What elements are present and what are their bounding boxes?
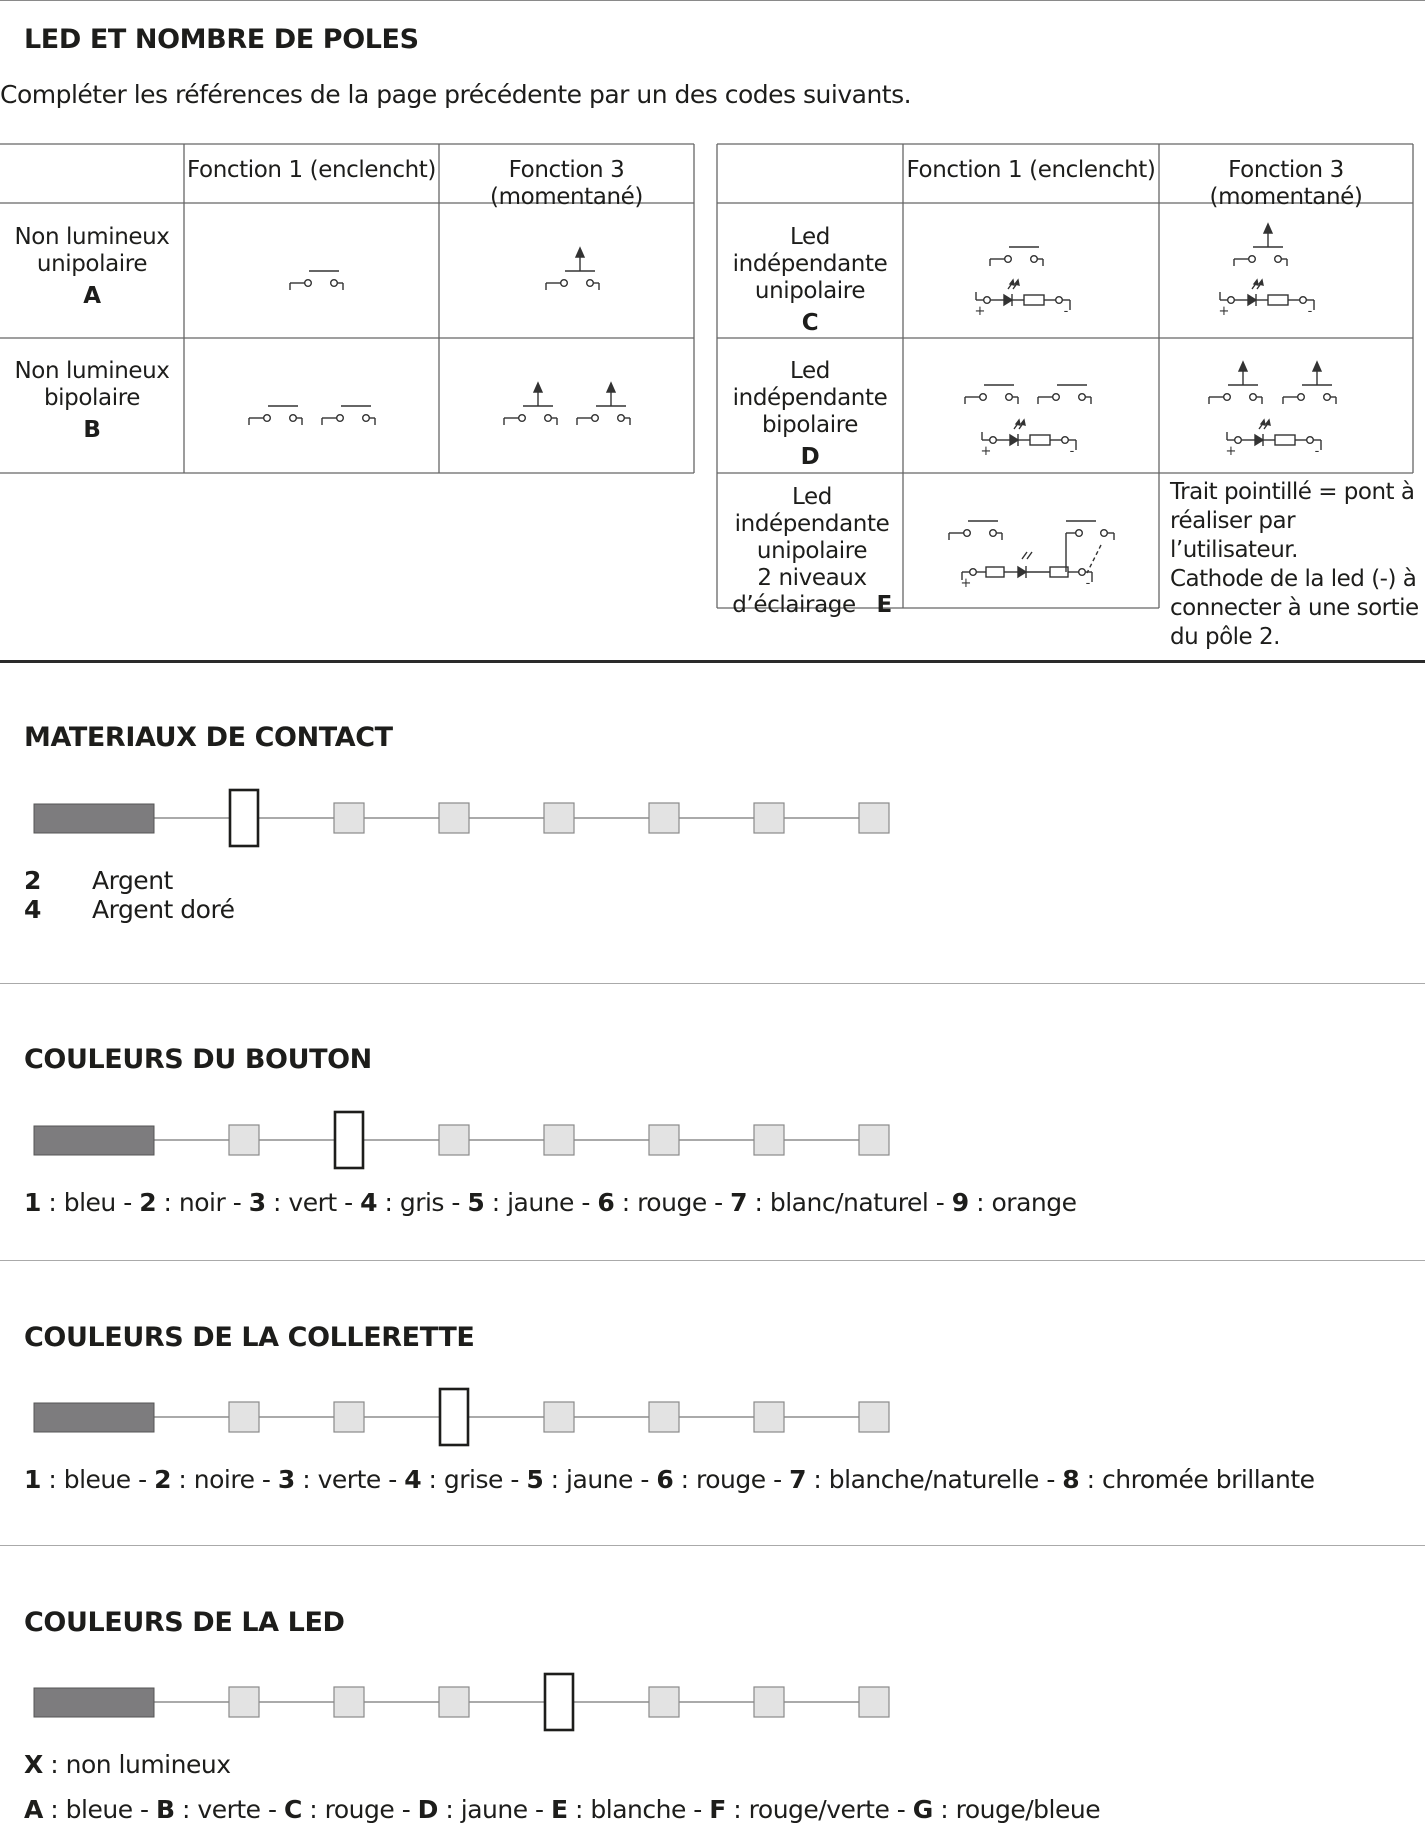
led-code-g: G (912, 1795, 933, 1824)
row-a-line2: unipolaire (36, 251, 148, 277)
bouton-label-3: : vert - (265, 1188, 361, 1217)
intro-text: Compléter les références de la page précédente par un des codes suivants. (0, 80, 912, 109)
row-e-line2: unipolaire (756, 538, 868, 564)
collerette-label-7: : blanche/naturelle - (805, 1465, 1063, 1494)
track-active-slot (545, 1674, 573, 1730)
plus-sign: + (1225, 444, 1237, 459)
plus-sign: + (960, 576, 972, 591)
row-b-line2: bipolaire (43, 385, 141, 411)
note-line-5: du pôle 2. (1170, 624, 1280, 650)
note-line-2: réaliser par l’utilisateur. (1170, 508, 1298, 563)
led-code-d: D (417, 1795, 438, 1824)
track-slot (334, 803, 364, 833)
row-d-line1: Led indépendante (732, 358, 888, 411)
track-slot (544, 1125, 574, 1155)
switch-schematics (0, 0, 1425, 640)
minus-sign: - (1085, 576, 1091, 591)
collerette-legend (24, 1465, 1315, 1494)
contact-label-argent: Argent (92, 866, 173, 895)
track-slot (544, 1402, 574, 1432)
section-divider (0, 1545, 1425, 1546)
collerette-code-5: 5 (526, 1465, 544, 1494)
contact-label-argent-dore: Argent doré (92, 895, 235, 924)
led-label-x: : non lumineux (42, 1750, 231, 1779)
section-title-contact: MATERIAUX DE CONTACT (24, 722, 393, 753)
contact-legend (24, 866, 235, 924)
minus-sign: - (1069, 444, 1075, 459)
track-base-bar (34, 804, 154, 833)
right-header-fonction3: Fonction 3 (momentané) (1209, 157, 1363, 210)
bouton-legend (24, 1188, 1077, 1217)
track-slot (859, 1402, 889, 1432)
track-slot (859, 803, 889, 833)
led-code-c: C (283, 1795, 302, 1824)
collerette-label-4: : grise - (421, 1465, 527, 1494)
row-e-line1: Led indépendante (734, 484, 890, 537)
section-divider-thick (0, 660, 1425, 663)
row-d-line2: bipolaire (761, 412, 859, 438)
bouton-code-3: 3 (248, 1188, 266, 1217)
section-title-led-poles: LED ET NOMBRE DE POLES (24, 24, 419, 55)
minus-sign: - (1307, 304, 1313, 319)
plus-sign: + (974, 304, 986, 319)
collerette-label-3: : verte - (294, 1465, 405, 1494)
reference-track-bouton (0, 1102, 900, 1172)
bouton-code-2: 2 (139, 1188, 157, 1217)
track-slot (649, 803, 679, 833)
track-slot (229, 1687, 259, 1717)
row-c-line2: unipolaire (754, 278, 866, 304)
bouton-code-1: 1 (24, 1188, 41, 1217)
bouton-label-2: : noir - (156, 1188, 249, 1217)
minus-sign: - (1314, 444, 1320, 459)
bouton-code-4: 4 (360, 1188, 378, 1217)
bouton-label-9: : orange (968, 1188, 1077, 1217)
collerette-code-1: 1 (24, 1465, 41, 1494)
section-title-bouton: COULEURS DU BOUTON (24, 1044, 372, 1075)
code-b: B (83, 417, 101, 443)
left-header-fonction3: Fonction 3 (momentané) (490, 157, 643, 210)
led-code-e: E (551, 1795, 568, 1824)
track-slot (544, 803, 574, 833)
led-code-b: B (156, 1795, 175, 1824)
track-active-slot (335, 1112, 363, 1168)
led-label-a: : bleue - (42, 1795, 157, 1824)
code-c: C (801, 310, 819, 336)
track-slot (649, 1125, 679, 1155)
led-legend-line1 (24, 1750, 230, 1779)
section-divider (0, 1260, 1425, 1261)
contact-code-2: 2 (24, 866, 41, 895)
track-slot (649, 1687, 679, 1717)
bouton-code-9: 9 (951, 1188, 969, 1217)
plus-sign: + (1218, 304, 1230, 319)
track-base-bar (34, 1126, 154, 1155)
bouton-label-4: : gris - (377, 1188, 468, 1217)
track-slot (859, 1687, 889, 1717)
plus-sign: + (980, 444, 992, 459)
led-label-b: : verte - (174, 1795, 284, 1824)
reference-track-led (0, 1664, 900, 1734)
track-slot (229, 1402, 259, 1432)
row-b-line1: Non lumineux (14, 358, 170, 384)
track-slot (334, 1687, 364, 1717)
bouton-code-6: 6 (597, 1188, 615, 1217)
collerette-code-6: 6 (656, 1465, 674, 1494)
section-divider (0, 983, 1425, 984)
code-e: E (876, 592, 892, 618)
collerette-code-4: 4 (404, 1465, 422, 1494)
track-base-bar (34, 1688, 154, 1717)
collerette-label-2: : noire - (170, 1465, 278, 1494)
note-line-3: Cathode de la led (-) à (1170, 566, 1417, 592)
led-label-c: : rouge - (301, 1795, 418, 1824)
section-title-led: COULEURS DE LA LED (24, 1607, 345, 1638)
code-d: D (800, 444, 820, 470)
track-active-slot (440, 1389, 468, 1445)
track-slot (754, 1402, 784, 1432)
collerette-label-1: : bleue - (40, 1465, 155, 1494)
led-code-f: F (709, 1795, 726, 1824)
bouton-label-1: : bleu - (40, 1188, 140, 1217)
track-slot (334, 1402, 364, 1432)
reference-track-collerette (0, 1379, 900, 1449)
bouton-label-7: : blanc/naturel - (747, 1188, 952, 1217)
led-label-e: : blanche - (567, 1795, 710, 1824)
bouton-code-5: 5 (467, 1188, 485, 1217)
track-slot (649, 1402, 679, 1432)
row-e-line4: d’éclairage (732, 592, 856, 618)
reference-track-contact (0, 780, 900, 850)
minus-sign: - (1063, 304, 1069, 319)
row-a-line1: Non lumineux (14, 224, 170, 250)
note-line-1: Trait pointillé = pont à (1170, 479, 1415, 505)
track-slot (229, 1125, 259, 1155)
bouton-code-7: 7 (730, 1188, 748, 1217)
collerette-code-7: 7 (789, 1465, 806, 1494)
collerette-code-3: 3 (277, 1465, 295, 1494)
code-a: A (83, 283, 101, 309)
track-slot (439, 1687, 469, 1717)
section-title-collerette: COULEURS DE LA COLLERETTE (24, 1322, 475, 1353)
right-header-fonction1: Fonction 1 (enclencht) (906, 157, 1156, 183)
collerette-code-8: 8 (1062, 1465, 1080, 1494)
track-slot (754, 1125, 784, 1155)
note-line-4: connecter à une sortie (1170, 595, 1419, 621)
bouton-label-6: : rouge - (614, 1188, 731, 1217)
led-legend-line2 (24, 1795, 1100, 1824)
track-slot (754, 803, 784, 833)
track-slot (859, 1125, 889, 1155)
led-label-g: : rouge/bleue (932, 1795, 1101, 1824)
row-c-line1: Led indépendante (732, 224, 888, 277)
track-slot (754, 1687, 784, 1717)
row-e-line3: 2 niveaux (757, 565, 867, 591)
track-base-bar (34, 1403, 154, 1432)
led-code-a: A (24, 1795, 43, 1824)
led-label-d: : jaune - (437, 1795, 552, 1824)
bouton-label-5: : jaune - (484, 1188, 598, 1217)
collerette-label-6: : rouge - (673, 1465, 790, 1494)
collerette-label-8: : chromée brillante (1079, 1465, 1315, 1494)
track-slot (439, 803, 469, 833)
collerette-code-2: 2 (154, 1465, 171, 1494)
track-slot (439, 1125, 469, 1155)
track-active-slot (230, 790, 258, 846)
led-code-x: X (24, 1750, 43, 1779)
left-header-fonction1: Fonction 1 (enclencht) (187, 157, 436, 183)
contact-code-4: 4 (24, 895, 41, 924)
led-label-f: : rouge/verte - (725, 1795, 913, 1824)
collerette-label-5: : jaune - (543, 1465, 657, 1494)
